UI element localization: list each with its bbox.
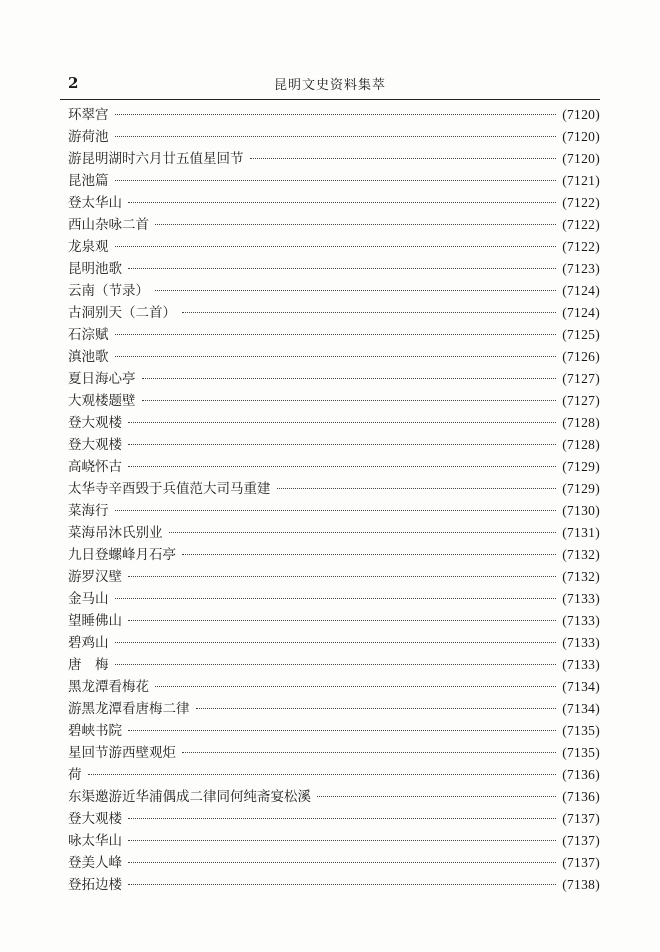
- toc-entry: [68, 148, 600, 170]
- dot-leader: [115, 334, 557, 335]
- toc-entry: [68, 368, 600, 390]
- dot-leader: [128, 202, 556, 203]
- toc-entry: [68, 676, 600, 698]
- toc-entry-title: 古洞别天（二首）: [68, 305, 176, 321]
- toc-entry-page: (7126): [562, 349, 600, 364]
- toc-entry-title: 九日登螺峰月石亭: [68, 547, 176, 563]
- toc-entry-title: 登太华山: [68, 195, 122, 211]
- toc-entry-page: (7133): [562, 591, 600, 606]
- toc-entry: [68, 698, 600, 720]
- toc-entry: [68, 786, 600, 808]
- dot-leader: [128, 818, 556, 819]
- toc-entry-title: 游黑龙潭看唐梅二律: [68, 701, 190, 717]
- toc-entry-page: (7127): [562, 371, 600, 386]
- dot-leader: [155, 686, 556, 687]
- dot-leader: [128, 422, 556, 423]
- dot-leader: [128, 466, 556, 467]
- toc-entry: [68, 324, 600, 346]
- toc-entry: [68, 852, 600, 874]
- toc-entry-page: (7138): [562, 877, 600, 892]
- toc-entry-page: (7129): [562, 481, 600, 496]
- toc-entry-title: 游荷池: [68, 129, 109, 145]
- dot-leader: [128, 576, 556, 577]
- toc-entry-title: 荷: [68, 767, 82, 783]
- page-number: 2: [68, 74, 79, 92]
- toc-entry: [68, 478, 600, 500]
- toc-entry: [68, 192, 600, 214]
- dot-leader: [155, 224, 556, 225]
- toc-entry-page: (7137): [562, 855, 600, 870]
- toc-entry-page: (7130): [562, 503, 600, 518]
- toc-entry: [68, 720, 600, 742]
- dot-leader: [128, 444, 556, 445]
- dot-leader: [115, 356, 557, 357]
- toc-entry: [68, 456, 600, 478]
- toc-entry-page: (7133): [562, 657, 600, 672]
- toc-entry-title: 西山杂咏二首: [68, 217, 149, 233]
- dot-leader: [196, 708, 557, 709]
- toc-entry: [68, 434, 600, 456]
- dot-leader: [142, 400, 557, 401]
- toc-entry-page: (7122): [562, 217, 600, 232]
- dot-leader: [115, 510, 557, 511]
- toc-entry-title: 登大观楼: [68, 811, 122, 827]
- toc-entry-title: 昆池篇: [68, 173, 109, 189]
- toc-entry-title: 大观楼题壁: [68, 393, 136, 409]
- header-rule: [60, 99, 600, 100]
- toc-entry-page: (7123): [562, 261, 600, 276]
- toc-entry: [68, 170, 600, 192]
- toc-entry-page: (7124): [562, 305, 600, 320]
- toc-entry-title: 星回节游西壁观炬: [68, 745, 176, 761]
- toc-entry-page: (7137): [562, 811, 600, 826]
- dot-leader: [115, 246, 557, 247]
- toc-entry-page: (7135): [562, 745, 600, 760]
- toc-entry: [68, 280, 600, 302]
- dot-leader: [88, 774, 557, 775]
- toc-entry-page: (7121): [562, 173, 600, 188]
- toc-entry: [68, 390, 600, 412]
- toc-entry-title: 石淙赋: [68, 327, 109, 343]
- toc-entry-page: (7133): [562, 613, 600, 628]
- dot-leader: [128, 840, 556, 841]
- dot-leader: [128, 730, 556, 731]
- dot-leader: [115, 114, 557, 115]
- dot-leader: [115, 136, 557, 137]
- dot-leader: [128, 884, 556, 885]
- dot-leader: [115, 664, 557, 665]
- toc-entry-page: (7120): [562, 151, 600, 166]
- toc-entry: [68, 874, 600, 896]
- page-header: [60, 72, 600, 96]
- toc-entry: [68, 104, 600, 126]
- dot-leader: [155, 290, 556, 291]
- toc-entry-page: (7134): [562, 679, 600, 694]
- toc-entry: [68, 302, 600, 324]
- toc-entry-page: (7127): [562, 393, 600, 408]
- toc-entry-page: (7124): [562, 283, 600, 298]
- toc-entry-title: 菜海吊沐氏别业: [68, 525, 163, 541]
- toc-entry-page: (7131): [562, 525, 600, 540]
- toc-entry-title: 游罗汉壁: [68, 569, 122, 585]
- dot-leader: [277, 488, 557, 489]
- toc-entry: [68, 412, 600, 434]
- toc-entry-page: (7134): [562, 701, 600, 716]
- dot-leader: [115, 180, 557, 181]
- toc-entry: [68, 236, 600, 258]
- toc-entry-page: (7137): [562, 833, 600, 848]
- toc-entry-page: (7128): [562, 437, 600, 452]
- toc-entry: [68, 566, 600, 588]
- toc-entry: [68, 808, 600, 830]
- dot-leader: [182, 554, 556, 555]
- toc-entry-title: 金马山: [68, 591, 109, 607]
- toc-entry-title: 望睡佛山: [68, 613, 122, 629]
- toc-entry-title: 登大观楼: [68, 437, 122, 453]
- toc-entry-title: 夏日海心亭: [68, 371, 136, 387]
- toc-entry: [68, 544, 600, 566]
- dot-leader: [115, 642, 557, 643]
- toc-entry-page: (7129): [562, 459, 600, 474]
- toc-entry: [68, 764, 600, 786]
- toc-entry-title: 碧峡书院: [68, 723, 122, 739]
- toc-entry-title: 登拓边楼: [68, 877, 122, 893]
- toc-entry-page: (7120): [562, 107, 600, 122]
- toc-entry-page: (7122): [562, 195, 600, 210]
- toc-entry-page: (7135): [562, 723, 600, 738]
- toc-entry: [68, 346, 600, 368]
- toc-entry-title: 碧鸡山: [68, 635, 109, 651]
- toc-entry-title: 龙泉观: [68, 239, 109, 255]
- dot-leader: [115, 598, 557, 599]
- toc-entry-title: 太华寺辛酉毁于兵值范大司马重建: [68, 481, 271, 497]
- toc-entry-title: 黑龙潭看梅花: [68, 679, 149, 695]
- dot-leader: [182, 312, 556, 313]
- toc-entry-page: (7122): [562, 239, 600, 254]
- toc-entry: [68, 588, 600, 610]
- toc-entry-page: (7136): [562, 767, 600, 782]
- table-of-contents: [68, 104, 600, 896]
- toc-entry: [68, 610, 600, 632]
- toc-entry: [68, 830, 600, 852]
- toc-entry-title: 高峣怀古: [68, 459, 122, 475]
- toc-entry-page: (7125): [562, 327, 600, 342]
- toc-entry: [68, 258, 600, 280]
- toc-entry-page: (7128): [562, 415, 600, 430]
- toc-entry-page: (7120): [562, 129, 600, 144]
- dot-leader: [128, 862, 556, 863]
- dot-leader: [128, 268, 556, 269]
- dot-leader: [142, 378, 557, 379]
- dot-leader: [128, 620, 556, 621]
- dot-leader: [250, 158, 557, 159]
- toc-entry: [68, 126, 600, 148]
- dot-leader: [169, 532, 557, 533]
- dot-leader: [182, 752, 556, 753]
- toc-entry-title: 咏太华山: [68, 833, 122, 849]
- toc-entry-title: 云南（节录）: [68, 283, 149, 299]
- toc-entry-page: (7136): [562, 789, 600, 804]
- toc-entry: [68, 500, 600, 522]
- toc-entry-title: 游昆明湖时六月廿五值星回节: [68, 151, 244, 167]
- toc-entry: [68, 522, 600, 544]
- toc-entry-title: 登美人峰: [68, 855, 122, 871]
- dot-leader: [317, 796, 556, 797]
- toc-entry-page: (7132): [562, 569, 600, 584]
- toc-entry-title: 东渠邀游近华浦偶成二律同何纯斋宴松溪: [68, 789, 311, 805]
- toc-entry-title: 唐 梅: [68, 657, 109, 673]
- toc-entry: [68, 214, 600, 236]
- toc-entry-title: 滇池歌: [68, 349, 109, 365]
- toc-entry-page: (7133): [562, 635, 600, 650]
- toc-entry-title: 登大观楼: [68, 415, 122, 431]
- toc-entry-title: 环翠宫: [68, 107, 109, 123]
- toc-entry-page: (7132): [562, 547, 600, 562]
- toc-entry-title: 昆明池歌: [68, 261, 122, 277]
- book-title: 昆明文史资料集萃: [273, 78, 386, 93]
- toc-entry: [68, 632, 600, 654]
- toc-entry: [68, 654, 600, 676]
- toc-entry: [68, 742, 600, 764]
- toc-entry-title: 菜海行: [68, 503, 109, 519]
